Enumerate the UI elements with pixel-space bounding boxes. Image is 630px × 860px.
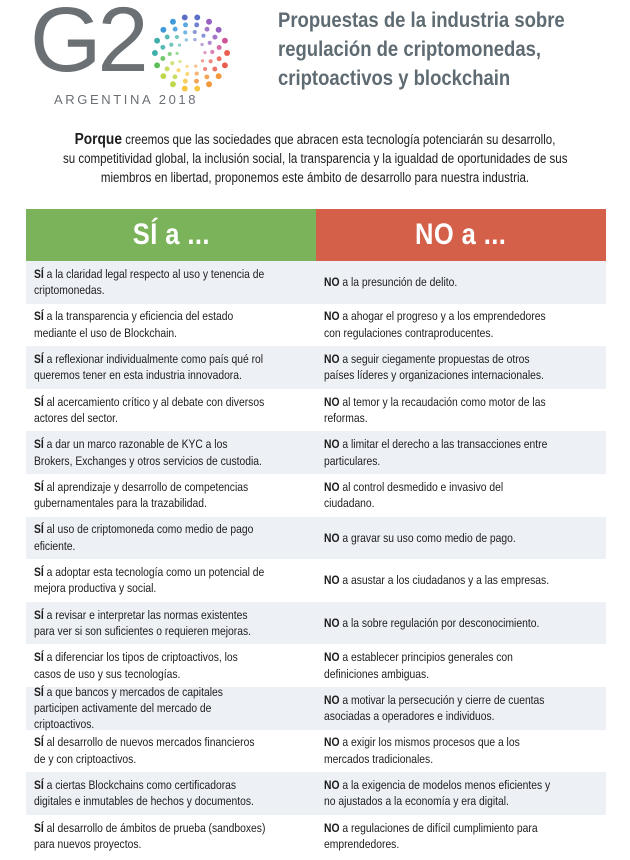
flower-dot: [176, 68, 180, 72]
no-statement: a regulaciones de difícil cumplimiento para emprendedores.: [324, 820, 538, 852]
flower-dot: [185, 38, 188, 41]
intro-line-1: [63, 130, 567, 149]
si-text: [34, 734, 266, 767]
flower-dot: [185, 65, 188, 68]
no-keyword: NO: [324, 394, 340, 409]
cell-no: [316, 559, 606, 602]
si-text: [34, 820, 266, 853]
flower-dot: [194, 86, 200, 92]
proposals-table: [26, 209, 606, 857]
cell-si: [26, 517, 316, 560]
flower-dot: [217, 56, 222, 61]
flower-dot: [175, 35, 179, 39]
flower-dot: [165, 35, 170, 40]
si-keyword: SÍ: [34, 309, 44, 324]
no-statement: a exigir los mismos procesos que a los mercados tradicionales.: [324, 735, 520, 766]
table-row: [26, 815, 606, 858]
si-text: [34, 308, 266, 341]
si-statement: al uso de criptomoneda como medio de pago eficiente.: [34, 522, 254, 553]
no-keyword: NO: [324, 275, 340, 290]
flower-dot: [154, 38, 160, 44]
table-row: [26, 684, 606, 732]
page-title: [278, 6, 575, 93]
flower-dot: [152, 50, 158, 56]
flower-dot: [182, 15, 188, 21]
cell-no: [316, 517, 606, 560]
si-statement: al aprendizaje y desarrollo de competencias gubernamentales para la trazabilidad.: [34, 479, 249, 511]
no-keyword: NO: [324, 479, 340, 494]
cell-si: [26, 644, 316, 687]
cell-si: [26, 474, 316, 517]
cell-si: [26, 730, 316, 773]
cell-no: [316, 730, 606, 773]
table-row: [26, 261, 606, 304]
si-keyword: SÍ: [34, 437, 44, 452]
g20-logo: [30, 0, 230, 108]
flower-dot: [170, 61, 174, 65]
si-statement: a diferenciar los tipos de criptoactivos, los casos de uso y sus tecnologías.: [34, 650, 238, 681]
flower-dot: [160, 45, 165, 50]
si-text: [34, 351, 266, 384]
table-row: [26, 730, 606, 773]
flower-dot: [203, 67, 207, 71]
no-keyword: NO: [324, 778, 340, 793]
flower-dot: [170, 81, 176, 87]
flower-dot: [178, 43, 181, 46]
si-keyword: SÍ: [34, 352, 44, 367]
flower-dot: [216, 27, 222, 33]
si-statement: al desarrollo de nuevos mercados financieros de y con criptoactivos.: [34, 735, 255, 766]
table-row: [26, 389, 606, 432]
flower-dot: [185, 72, 189, 76]
no-text: [324, 820, 556, 853]
no-keyword: NO: [324, 692, 340, 707]
no-statement: a establecer principios generales con definiciones ambiguas.: [324, 650, 513, 681]
si-text: [34, 777, 266, 810]
intro-line-3: miembros en libertad, proponemos este ámbito de desarrollo para nuestra industria.: [100, 170, 530, 185]
si-keyword: SÍ: [34, 394, 44, 409]
flower-dot: [206, 19, 212, 25]
table-header: [26, 209, 606, 261]
no-text: [324, 436, 556, 469]
no-text: [324, 734, 556, 767]
flower-dot: [168, 52, 172, 56]
title-line-3: criptoactivos y blockchain: [278, 66, 511, 90]
flower-dot: [194, 79, 199, 84]
flower-dot: [165, 66, 170, 71]
no-statement: a seguir ciegamente propuestas de otros países líderes y organizaciones internacionales.: [324, 352, 544, 383]
table-body: [26, 261, 606, 857]
si-statement: a ciertas Blockchains como certificadoras digitales e inmutables de hechos y documentos.: [34, 778, 254, 809]
flower-dot: [210, 50, 214, 54]
si-keyword: SÍ: [34, 266, 44, 281]
flower-dot: [212, 35, 217, 40]
cell-si: [26, 559, 316, 602]
si-keyword: SÍ: [34, 820, 44, 835]
no-keyword: NO: [324, 615, 340, 630]
cell-no: [316, 389, 606, 432]
flower-dot: [200, 43, 203, 46]
flower-dot: [193, 30, 197, 34]
si-text: [34, 521, 266, 554]
no-keyword: NO: [324, 309, 340, 324]
header-si: [26, 209, 316, 261]
table-row: [26, 474, 606, 517]
si-keyword: SÍ: [34, 479, 44, 494]
table-row: [26, 517, 606, 560]
si-statement: a que bancos y mercados de capitales participen activamente del mercado de criptoactivos.: [34, 684, 223, 732]
table-row: [26, 304, 606, 347]
flower-dot: [208, 41, 212, 45]
g20-flower-icon: [150, 12, 232, 94]
flower-dot: [178, 60, 181, 63]
flower-dot: [209, 59, 213, 63]
flower-dot: [183, 30, 187, 34]
no-statement: a la exigencia de modelos menos eficientes y no ajustados a la economía y era digital.: [324, 778, 551, 809]
si-statement: al desarrollo de ámbitos de prueba (sandboxes) para nuevos proyectos.: [34, 820, 266, 852]
cell-no: [316, 772, 606, 815]
cell-no: [316, 474, 606, 517]
cell-no: [316, 346, 606, 389]
no-text: [324, 530, 556, 546]
cell-si: [26, 815, 316, 858]
si-text: [34, 564, 266, 597]
no-text: [324, 649, 556, 682]
cell-no: [316, 304, 606, 347]
flower-dot: [160, 27, 166, 33]
flower-dot: [170, 19, 176, 25]
flower-dot: [201, 34, 205, 38]
flower-dot: [175, 52, 178, 55]
flower-dot: [216, 73, 222, 79]
si-keyword: SÍ: [34, 607, 44, 622]
si-text: [34, 394, 266, 427]
title-line-1: Propuestas de la industria sobre: [278, 8, 565, 32]
flower-dot: [183, 22, 188, 27]
flower-dot: [154, 62, 160, 68]
intro-line-1-text: creemos que las sociedades que abracen esta tecnología potenciarán su desarrollo,: [121, 132, 556, 147]
flower-dot: [160, 56, 165, 61]
no-text: [324, 692, 556, 725]
table-row: [26, 431, 606, 474]
si-statement: a revisar e interpretar las normas existentes para ver si son suficientes o requieren mejoras.: [34, 607, 252, 639]
cell-si: [26, 261, 316, 304]
flower-dot: [194, 64, 197, 67]
si-text: [34, 266, 266, 299]
flower-dot: [194, 22, 199, 27]
flower-dot: [194, 15, 200, 21]
flower-dot: [201, 59, 204, 62]
si-statement: a dar un marco razonable de KYC a los Brokers, Exchanges y otros servicios de custodia.: [34, 437, 262, 468]
no-keyword: NO: [324, 820, 340, 835]
no-keyword: NO: [324, 530, 340, 545]
flower-dot: [217, 45, 222, 50]
cell-no: [316, 815, 606, 858]
table-row: [26, 772, 606, 815]
no-text: [324, 615, 556, 631]
si-statement: a adoptar esta tecnología como un potencial de mejora productiva y social.: [34, 565, 265, 596]
flower-dot: [193, 38, 196, 41]
cell-si: [26, 602, 316, 645]
si-statement: a reflexionar individualmente como país qué rol queremos tener en esta industria innovadora.: [34, 352, 264, 383]
si-keyword: SÍ: [34, 650, 44, 665]
header-no-label: NO a ...: [415, 218, 507, 251]
cell-si: [26, 772, 316, 815]
header: [0, 0, 630, 120]
intro-line-2: su competitividad global, la inclusión social, la transparencia y la igualdad de oportunidades de sus: [63, 151, 568, 166]
no-text: [324, 572, 556, 588]
no-keyword: NO: [324, 573, 340, 588]
si-keyword: SÍ: [34, 778, 44, 793]
cell-no: [316, 644, 606, 687]
si-keyword: SÍ: [34, 684, 44, 699]
flower-dot: [212, 67, 217, 72]
cell-si: [26, 304, 316, 347]
logo-subtitle: ARGENTINA 2018: [54, 92, 199, 107]
table-row: [26, 602, 606, 645]
cell-si: [26, 684, 316, 732]
si-statement: al acercamiento crítico y al debate con diversos actores del sector.: [34, 394, 265, 426]
si-statement: a la claridad legal respecto al uso y tenencia de criptomonedas.: [34, 266, 265, 298]
flower-dot: [173, 74, 178, 79]
no-statement: a ahogar el progreso y a los emprendedores con regulaciones contraproducentes.: [324, 309, 546, 340]
no-keyword: NO: [324, 437, 340, 452]
no-text: [324, 308, 556, 341]
cell-no: [316, 261, 606, 304]
flower-dot: [205, 27, 210, 32]
no-statement: a la presunción de delito.: [339, 275, 458, 290]
cell-no: [316, 602, 606, 645]
si-text: [34, 479, 266, 512]
no-statement: a gravar su uso como medio de pago.: [339, 530, 516, 545]
no-statement: al control desmedido e invasivo del ciudadano.: [324, 479, 504, 511]
si-keyword: SÍ: [34, 522, 44, 537]
si-text: [34, 684, 266, 733]
table-row: [26, 559, 606, 602]
no-text: [324, 274, 556, 290]
no-statement: a limitar el derecho a las transacciones entre particulares.: [324, 437, 548, 468]
cell-no: [316, 431, 606, 474]
no-text: [324, 351, 556, 384]
flower-dot: [195, 71, 199, 75]
flower-dot: [224, 50, 230, 56]
flower-dot: [183, 79, 188, 84]
no-statement: al temor y la recaudación como motor de las reformas.: [324, 394, 546, 426]
no-keyword: NO: [324, 650, 340, 665]
si-keyword: SÍ: [34, 565, 44, 580]
cell-no: [316, 687, 606, 730]
no-statement: a la sobre regulación por desconocimiento.: [339, 615, 540, 630]
no-text: [324, 479, 556, 512]
flower-dot: [160, 73, 166, 79]
si-keyword: SÍ: [34, 735, 44, 750]
header-no: [316, 209, 606, 261]
si-text: [34, 649, 266, 682]
intro-paragraph: [63, 130, 567, 187]
cell-si: [26, 346, 316, 389]
no-statement: a motivar la persecución y cierre de cuentas asociadas a operadores e individuos.: [324, 692, 545, 724]
flower-dot: [173, 27, 178, 32]
table-row: [26, 644, 606, 687]
table-row: [26, 346, 606, 389]
flower-dot: [203, 51, 206, 54]
flower-dot: [206, 81, 212, 87]
no-keyword: NO: [324, 735, 340, 750]
cell-si: [26, 431, 316, 474]
header-si-label: SÍ a ...: [132, 218, 210, 251]
flower-dot: [169, 43, 173, 47]
intro-bold: Porque: [74, 131, 122, 148]
cell-si: [26, 389, 316, 432]
flower-dot: [182, 86, 188, 92]
si-statement: a la transparencia y eficiencia del estado mediante el uso de Blockchain.: [34, 309, 234, 340]
si-text: [34, 436, 266, 469]
no-text: [324, 394, 556, 427]
logo-text: G2: [30, 0, 145, 91]
flower-dot: [222, 38, 228, 44]
si-text: [34, 607, 266, 640]
flower-dot: [204, 74, 209, 79]
title-line-2: regulación de criptomonedas,: [278, 37, 542, 61]
flower-dot: [222, 62, 228, 68]
no-statement: a asustar a los ciudadanos y a las empresas.: [339, 573, 550, 588]
no-keyword: NO: [324, 352, 340, 367]
no-text: [324, 777, 556, 810]
